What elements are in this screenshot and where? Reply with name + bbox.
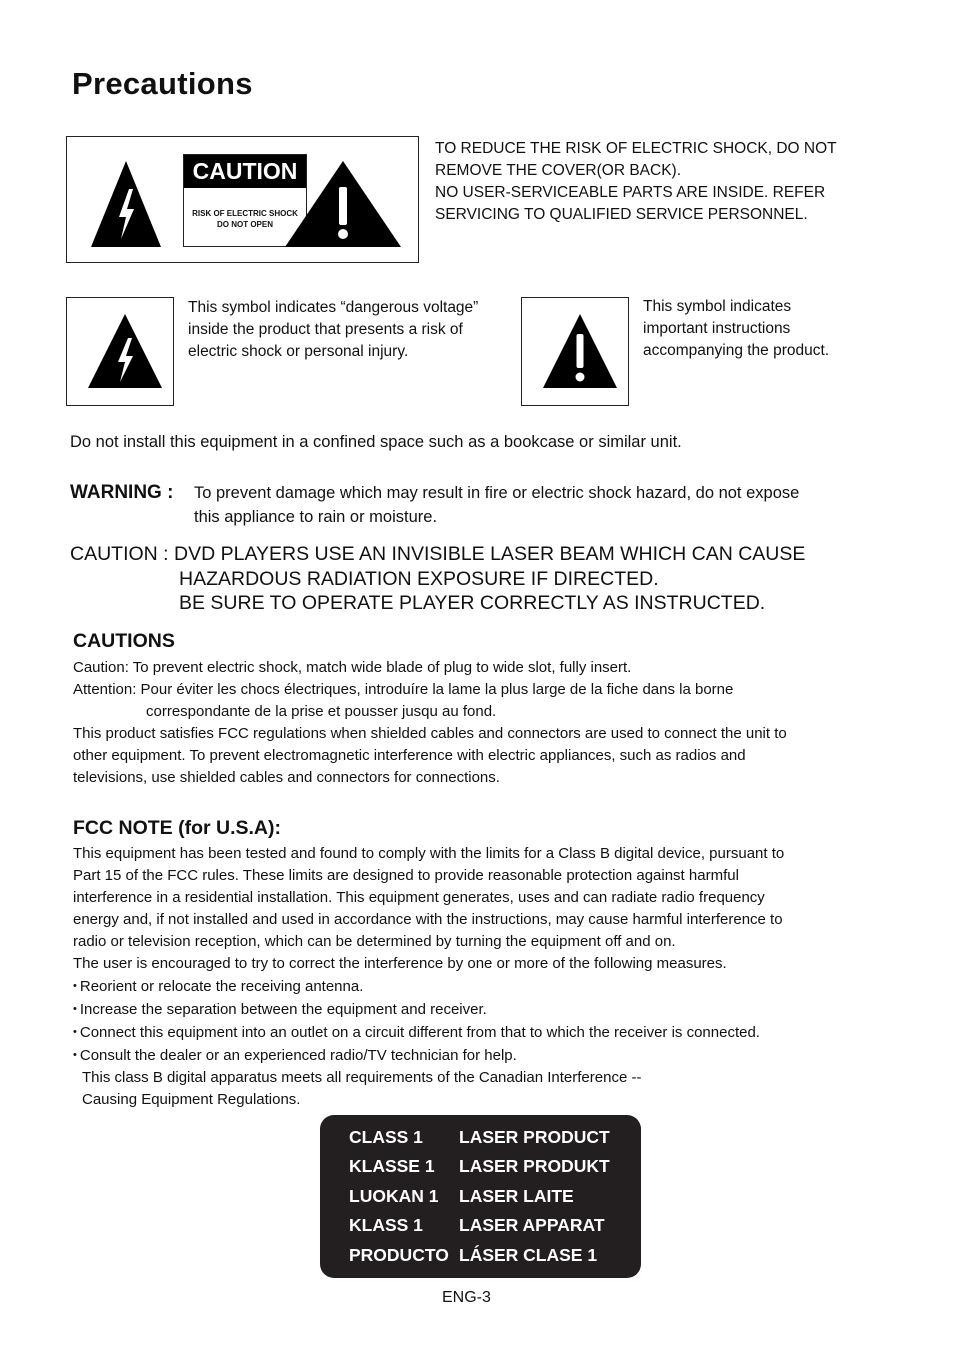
- cautions-line: correspondante de la prise et pousser jusqu au fond.: [146, 703, 497, 720]
- install-note: Do not install this equipment in a confined space such as a bookcase or similar unit.: [70, 433, 682, 451]
- laser-row: [349, 1245, 598, 1266]
- voltage-text-line: electric shock or personal injury.: [188, 343, 409, 360]
- instructions-text-line: accompanying the product.: [643, 342, 830, 359]
- laser-type: LASER PRODUKT: [459, 1156, 610, 1176]
- laser-caution-line1: CAUTION : DVD PLAYERS USE AN INVISIBLE LASER BEAM WHICH CAN CAUSE: [70, 543, 806, 565]
- cautions-line: other equipment. To prevent electromagnetic interference with electric appliances, such as radios and: [73, 747, 746, 764]
- fcc-bullet: [73, 1021, 873, 1044]
- caution-subtext-line2: DO NOT OPEN: [216, 220, 273, 229]
- fcc-line: interference in a residential installation. This equipment generates, uses and can radiate radio frequency: [73, 889, 765, 906]
- cautions-line: Attention: Pour éviter les chocs électriques, introduíre la lame la plus large de la fiche dans la borne: [73, 681, 734, 698]
- fcc-bullet: [73, 975, 873, 998]
- laser-class: LUOKAN 1: [349, 1186, 439, 1206]
- voltage-text-line: This symbol indicates “dangerous voltage”: [188, 299, 479, 316]
- laser-product-label: [320, 1115, 641, 1278]
- shock-notice: [435, 138, 895, 226]
- voltage-symbol-text: [188, 297, 508, 363]
- instructions-symbol-box: [521, 297, 629, 406]
- instructions-text-line: important instructions: [643, 320, 791, 337]
- fcc-line: Part 15 of the FCC rules. These limits are designed to provide reasonable protection against harmful: [73, 867, 739, 884]
- laser-class: PRODUCTO: [349, 1245, 449, 1265]
- fcc-line: energy and, if not installed and used in accordance with the instructions, may cause harmful interference to: [73, 911, 783, 928]
- laser-row: [349, 1215, 605, 1236]
- shock-notice-line: SERVICING TO QUALIFIED SERVICE PERSONNEL.: [435, 206, 808, 223]
- voltage-symbol-box: [66, 297, 174, 406]
- laser-class: CLASS 1: [349, 1127, 423, 1147]
- instructions-symbol-text: [643, 296, 873, 362]
- caution-heading: CAUTION: [184, 155, 306, 188]
- exclamation-triangle-icon: [283, 159, 403, 249]
- laser-type: LASER LAITE: [459, 1186, 574, 1206]
- caution-label-box: [66, 136, 419, 263]
- caution-subtext-line1: RISK OF ELECTRIC SHOCK: [192, 209, 298, 218]
- fcc-line: radio or television reception, which can be determined by turning the equipment off and on.: [73, 933, 676, 950]
- cautions-line: televisions, use shielded cables and connectors for connections.: [73, 769, 500, 786]
- fcc-bullet: [73, 998, 873, 1021]
- fcc-canada-line: Causing Equipment Regulations.: [82, 1091, 301, 1108]
- cautions-line: Caution: To prevent electric shock, match wide blade of plug to wide slot, fully insert.: [73, 659, 632, 676]
- fcc-body: [73, 843, 873, 1111]
- cautions-line: This product satisfies FCC regulations when shielded cables and connectors are used to connect the unit to: [73, 725, 787, 742]
- voltage-text-line: inside the product that presents a risk of: [188, 321, 463, 338]
- fcc-bullet-text: Consult the dealer or an experienced radio/TV technician for help.: [79, 1047, 517, 1064]
- cautions-heading: CAUTIONS: [73, 630, 175, 652]
- laser-class: KLASS 1: [349, 1215, 423, 1235]
- fcc-line: This equipment has been tested and found to comply with the limits for a Class B digital device, pursuant to: [73, 845, 785, 862]
- page-number: ENG-3: [442, 1289, 491, 1306]
- laser-row: [349, 1186, 574, 1207]
- fcc-heading: FCC NOTE (for U.S.A):: [73, 817, 281, 839]
- lightning-triangle-icon: [89, 159, 163, 249]
- fcc-bullet-text: Reorient or relocate the receiving antenna.: [79, 978, 364, 995]
- laser-row: [349, 1156, 610, 1177]
- warning-text-line1: To prevent damage which may result in fire or electric shock hazard, do not expose: [194, 484, 800, 502]
- cautions-body: [73, 657, 873, 789]
- fcc-line: The user is encouraged to try to correct the interference by one or more of the following measures.: [73, 955, 727, 972]
- instructions-text-line: This symbol indicates: [643, 298, 792, 315]
- lightning-triangle-icon: [86, 312, 164, 390]
- shock-notice-line: REMOVE THE COVER(OR BACK).: [435, 162, 682, 179]
- laser-row: [349, 1127, 610, 1148]
- fcc-canada-line: This class B digital apparatus meets all requirements of the Canadian Interference --: [82, 1069, 642, 1086]
- fcc-bullet-text: Increase the separation between the equipment and receiver.: [79, 1001, 487, 1018]
- laser-caution-line3: BE SURE TO OPERATE PLAYER CORRECTLY AS INSTRUCTED.: [179, 592, 766, 614]
- fcc-bullet: [73, 1044, 873, 1067]
- laser-type: LASER PRODUCT: [459, 1127, 610, 1147]
- laser-type: LASER APPARAT: [459, 1215, 605, 1235]
- shock-notice-line: TO REDUCE THE RISK OF ELECTRIC SHOCK, DO NOT: [435, 140, 837, 157]
- warning-label: WARNING :: [70, 482, 174, 503]
- laser-type: LÁSER CLASE 1: [459, 1245, 598, 1265]
- warning-text-line2: this appliance to rain or moisture.: [194, 508, 438, 526]
- laser-class: KLASSE 1: [349, 1156, 435, 1176]
- exclamation-triangle-icon: [541, 312, 619, 390]
- laser-caution-line2: HAZARDOUS RADIATION EXPOSURE IF DIRECTED.: [179, 568, 659, 590]
- fcc-bullet-text: Connect this equipment into an outlet on a circuit different from that to which the receiver is connected.: [79, 1024, 760, 1041]
- shock-notice-line: NO USER-SERVICEABLE PARTS ARE INSIDE. REFER: [435, 184, 826, 201]
- page-title: Precautions: [72, 66, 253, 101]
